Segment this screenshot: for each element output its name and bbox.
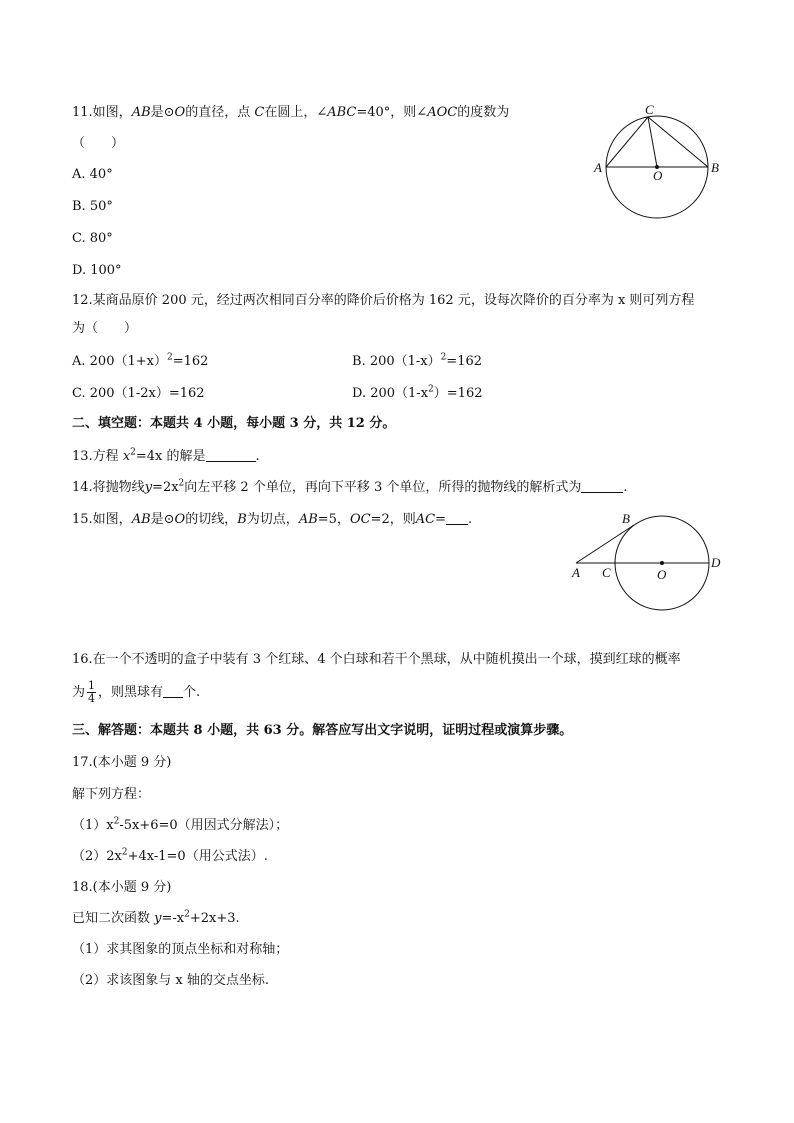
q15-stem: 15.如图，AB是⊙O的切线，B为切点，AB=5，OC=2，则AC= . — [72, 512, 473, 527]
q15-answer-blank[interactable] — [446, 510, 468, 525]
q17-heading: 17.(本小题 9 分) — [72, 755, 172, 770]
q13-answer-blank[interactable] — [206, 447, 256, 462]
q12-option-d: D. $200(1-x^2)=162$ — [352, 384, 483, 401]
q18-heading: 18.(本小题 9 分) — [72, 880, 172, 895]
q15-label-a: A — [572, 565, 580, 580]
q17-intro: 解下列方程： — [72, 787, 151, 802]
q18-intro: 已知二次函数 $y=-x^2+2x+3$. — [72, 909, 240, 926]
q16-stem-line1: 16.在一个不透明的盒子中装有 3 个红球、4 个白球和若干个黑球，从中随机摸出一个球，摸到红球的概率 — [72, 652, 681, 667]
q11-option-b: B. 50° — [72, 199, 113, 214]
q14-answer-blank[interactable] — [581, 478, 623, 493]
q17-part1: $(1)x^2-5x+6=0$（用因式分解法）； — [72, 816, 289, 833]
q11-label-b: B — [711, 160, 719, 175]
q13-stem: 13.方程 $x^2=4x$ 的解是 . — [72, 447, 260, 464]
q11-option-c: C. 80° — [72, 231, 113, 246]
q15-label-d: D — [711, 555, 721, 570]
q16-fraction: $\frac{1}{4}$ — [88, 679, 96, 705]
section-2-heading: 二、填空题：本题共 4 小题，每小题 3 分，共 12 分。 — [72, 416, 396, 431]
q11-stem: 11.如图，AB是⊙O的直径，点 C在圆上，∠ABC=40°，则∠AOC的度数为 — [72, 105, 510, 120]
q17-part2: $(2)2x^2+4x-1=0$（用公式法）. — [72, 847, 268, 864]
q12-option-a: A. $200(1+x)^2=162$ — [72, 352, 209, 369]
q12-stem-line1: 12.某商品原价 200 元，经过两次相同百分率的降价后价格为 162 元，设每次降价的百分率为 x 则可列方程 — [72, 293, 695, 308]
q18-part1: （1）求其图象的顶点坐标和对称轴； — [72, 942, 289, 957]
q11-circle-figure — [590, 100, 730, 225]
q12-option-b: B. $200(1-x)^2=162$ — [352, 352, 483, 369]
q15-label-b: B — [622, 511, 630, 526]
section-3-heading: 三、解答题：本题共 8 小题，共 63 分。解答应写出文字说明，证明过程或演算步骤。 — [72, 723, 573, 738]
q16-stem-line2: 为 $\frac{1}{4}$ ，则黑球有 个. — [72, 679, 201, 705]
q15-label-c: C — [602, 565, 611, 580]
q14-stem: 14.将抛物线$y=2x^2$向左平移 2 个单位，再向下平移 3 个单位，所得的抛物线的解析式为 . — [72, 478, 628, 495]
q16-answer-blank[interactable] — [163, 683, 183, 698]
q15-tangent-figure — [568, 508, 728, 618]
q11-label-o: O — [653, 168, 663, 183]
q11-option-d: D. 100° — [72, 263, 122, 278]
q11-label-c: C — [645, 102, 654, 117]
q11-option-a: A. 40° — [72, 167, 113, 182]
q18-part2: （2）求该图象与 x 轴的交点坐标. — [72, 973, 269, 988]
q12-option-c: C. 200（1-2x）=162 — [72, 386, 205, 401]
q15-label-o: O — [657, 567, 667, 582]
q11-answer-paren: （ ） — [72, 136, 125, 151]
q12-stem-line2: 为（ ） — [72, 321, 138, 336]
q11-label-a: A — [594, 160, 602, 175]
